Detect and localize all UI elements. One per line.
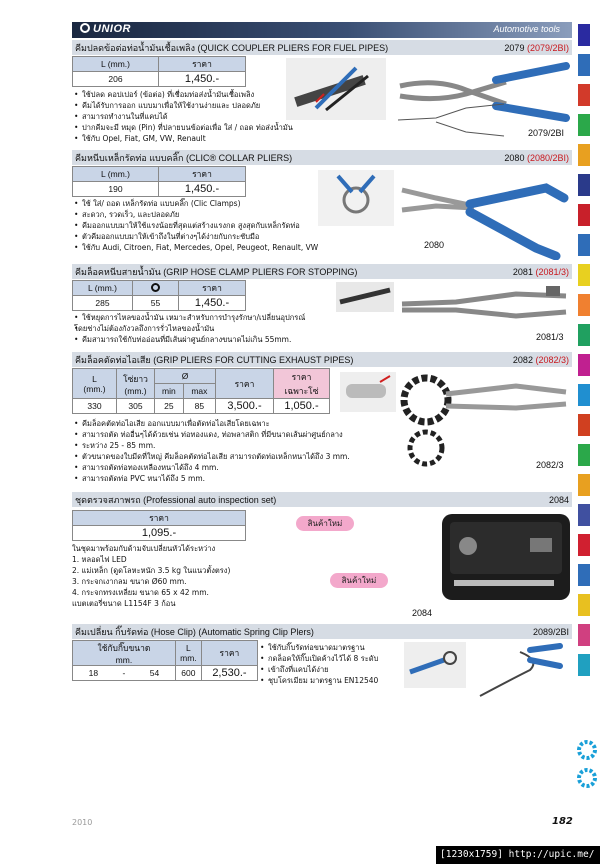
chapter-tab[interactable] [578, 474, 590, 496]
spare-price-label-2: เฉพาะโซ่ [284, 385, 319, 396]
kit-line: 1. หลอดไฟ LED [72, 555, 127, 564]
pliers-2081-image [396, 282, 572, 332]
square-mirror [530, 538, 552, 552]
chapter-tab[interactable] [578, 414, 590, 436]
product-2082 [72, 352, 572, 367]
col-header: L (mm.) [73, 167, 159, 182]
kit-line: แบตเตอรี่ขนาด L1154F 3 ก้อน [72, 599, 176, 608]
feature-item: • ตัวขนาดของใบมีดที่ใหญ่ คีมล็อคตัดท่อไอเสีย สามารถตัดท่อเหล็กหนาได้ถึง 3 mm. [74, 451, 350, 462]
feature-item: • ใช้ปลด คอปเปอร์ (ข้อต่อ) ที่เชื่อมท่อส่งน้ำมันเชื้อเพลิง [74, 89, 293, 100]
usage-photo [286, 58, 386, 120]
feature-item: • คีมออกแบบมาให้ใช้แรงน้อยที่สุดแต่สร้างแรงกด สูงสุดกับเหล็กรัดท่อ [74, 220, 318, 231]
length-label: L [186, 643, 191, 653]
chapter-tab[interactable] [578, 84, 590, 106]
chain-price-value: 1,050.- [274, 399, 330, 414]
body-upper [446, 386, 566, 394]
handle-blue [496, 66, 566, 80]
product-title-bar [72, 150, 572, 165]
length-label: L [92, 373, 97, 384]
capacity-header [133, 281, 179, 296]
clip-size-unit: mm. [115, 655, 133, 665]
feature-item: • สามารถทำงานในที่แคบได้ [74, 111, 293, 122]
min-value: 25 [155, 399, 184, 414]
feature-item: • ใช้กับ Audi, Citroen, Fiat, Mercedes, Opel, Peugeot, Renault, VW [74, 242, 318, 253]
length-value: 330 [73, 399, 117, 414]
jaw-lower [402, 206, 474, 210]
usage-photo [318, 170, 394, 226]
brand-name: UNIOR [93, 23, 131, 35]
usage-photo [340, 372, 396, 412]
clip-size-label: ใช้กับกิ๊บขนาด [97, 643, 151, 653]
handle-blue-2 [496, 106, 566, 118]
col-header: ราคา [179, 281, 246, 296]
chapter-tab[interactable] [578, 534, 590, 556]
code-number: 2079 [504, 42, 525, 53]
max-value: 85 [183, 399, 215, 414]
col-header-max: max [183, 384, 215, 399]
col-header-length [73, 369, 117, 399]
product-code [513, 355, 569, 365]
usage-photo [336, 282, 394, 312]
chapter-tab[interactable] [578, 444, 590, 466]
chapter-tab[interactable] [578, 174, 590, 196]
new-product-badge: สินค้าใหม่ [296, 516, 354, 531]
product-title-bar [72, 352, 572, 367]
spare-price-label: ราคา [291, 371, 312, 382]
chapter-tab[interactable] [578, 384, 590, 406]
gear-ring-2 [579, 770, 595, 786]
body-upper [402, 294, 566, 304]
length-value: 206 [73, 72, 159, 87]
feature-list [74, 418, 350, 484]
chapter-tab[interactable] [578, 294, 590, 316]
product-title-bar [72, 264, 572, 279]
handle-tool [454, 580, 554, 586]
col-header-chain [117, 369, 155, 399]
col-header: ราคา [73, 511, 246, 526]
adjust-screw [546, 286, 560, 296]
product-2080 [72, 150, 572, 165]
length-unit: (mm.) [83, 383, 106, 394]
product-title: ชุดตรวจสภาพรถ (Professional auto inspection set) [75, 494, 277, 505]
chapter-tab[interactable] [578, 324, 590, 346]
gear-ring [579, 742, 595, 758]
handle-blue-2 [470, 212, 556, 256]
chapter-tab[interactable] [578, 24, 590, 46]
feature-item: • สะดวก, รวดเร็ว, และปลอดภัย [74, 209, 318, 220]
product-code [504, 153, 569, 163]
feature-item: • ระหว่าง 25 - 85 mm. [74, 440, 350, 451]
feature-item: • คีมสามารถใช้กับท่ออ่อนที่มีเส้นผ่าศูนย์กลางขนาดไม่เกิน 55mm. [74, 334, 305, 345]
product-title-bar [72, 624, 572, 639]
product-title: คีมล็อคหนีบสายน้ำมัน (GRIP HOSE CLAMP PLIERS FOR STOPPING) [75, 266, 358, 277]
body-lower [446, 404, 566, 408]
code-variant: (2080/2BI) [526, 152, 569, 163]
pliers-2089-image [470, 640, 572, 702]
feature-item: • ใช้กับกิ๊บรัดท่อขนาดมาตรฐาน [260, 642, 378, 653]
chain-label: โซ่ยาว [123, 373, 148, 384]
image-caption: 2081/3 [536, 332, 564, 342]
min-clip-value: 18 [73, 666, 114, 681]
feature-item: • คีมได้รับการออก แบบมาเพื่อให้ใช้งานง่ายและ ปลอดภัย [74, 100, 293, 111]
jaw-upper [402, 190, 474, 206]
image-caption: 2080 [424, 240, 445, 250]
feature-item: • กดล็อคให้กิ๊บเปิดค้างไว้ได้ 8 ระดับ [260, 653, 378, 664]
inspection-set-image [440, 510, 572, 604]
chapter-tabs [578, 24, 590, 684]
chapter-tab[interactable] [578, 654, 590, 676]
product-title: คีมหนีบเหล็กรัดท่อ แบบคลิ๊ก (CLIC® COLLAR PLIERS) [75, 152, 293, 163]
product-2079 [72, 40, 572, 55]
feature-item: • ใช้หยุดการไหลของน้ำมัน เหมาะสำหรับการบำรุงรักษา/เปลี่ยนอุปกรณ์ [74, 312, 305, 323]
col-header-price: ราคา [216, 369, 274, 399]
length-value: 190 [73, 182, 159, 197]
kit-contents [72, 543, 230, 609]
kit-line: 4. กระจกทรงเหลี่ยม ขนาด 65 x 42 mm. [72, 588, 209, 597]
usage-photo [404, 642, 466, 688]
image-caption: 2084 [412, 608, 433, 618]
gear-icon [576, 738, 598, 796]
price-value: 3,500.- [216, 399, 274, 414]
spec-table [72, 56, 246, 87]
feature-item: • สามารถตัด ท่ออื่นๆได้ด้วยเช่น ท่อทองแดง, ท่อพลาสติก ที่มีขนาดเส้นผ่าศูนย์กลาง [74, 429, 350, 440]
chapter-tab[interactable] [578, 564, 590, 586]
chapter-tab[interactable] [578, 264, 590, 286]
price-value: 1,450.- [159, 72, 246, 87]
feature-item: • โดยช่างไม่ต้องกังวลถึงการรั่วไหลของน้ำมัน [74, 323, 305, 334]
image-caption: 2082/3 [536, 460, 564, 470]
code-variant: (2081/3) [535, 266, 569, 277]
feature-item: • ใช้กับ Opel, Fiat, GM, VW, Renault [74, 133, 293, 144]
ring-icon [151, 283, 160, 292]
pliers-2082-image [396, 370, 572, 470]
code-variant: (2079/2BI) [526, 42, 569, 53]
spare-chain [410, 432, 442, 464]
spec-table [72, 640, 258, 681]
max-clip-value: 54 [134, 666, 175, 681]
product-code [513, 267, 569, 277]
product-title-bar [72, 40, 572, 55]
body-lower [402, 310, 566, 316]
feature-item: • คีมล็อคตัดท่อไอเสีย ออกแบบมาเพื่อตัดท่อไอเสียโดยเฉพาะ [74, 418, 350, 429]
footer-year: 2010 [72, 818, 93, 827]
chapter-tab[interactable] [578, 354, 590, 376]
product-2081 [72, 264, 572, 279]
col-header: ราคา [159, 57, 246, 72]
feature-item: • สามารถตัดท่อทองเหลืองหนาได้ถึง 4 mm. [74, 462, 350, 473]
pliers-2080-image [396, 168, 572, 260]
feature-item: • ปากคีมจะมี หมุด (Pin) ที่ปลายบนข้อต่อเพื่อ ใส่ / ถอด ท่อส่งน้ำมัน [74, 122, 293, 133]
chapter-tab[interactable] [578, 204, 590, 226]
feature-item: • เข้าถึงที่แคบได้ง่าย [260, 664, 378, 675]
col-header-diameter: Ø [155, 369, 216, 384]
spec-table [72, 280, 246, 311]
price-value: 1,450.- [159, 182, 246, 197]
cutting-chain [404, 378, 448, 422]
code-number: 2082 [512, 354, 533, 365]
handle-blue [530, 646, 560, 666]
kit-line: ในชุดมาพร้อมกับด้ามจับเปลี่ยนหัวได้ระหว่าง [72, 544, 216, 553]
col-header-price: ราคา [201, 641, 257, 666]
outline [398, 104, 504, 136]
product-title: คีมปลดข้อต่อท่อน้ำมันเชื้อเพลิง (QUICK COUPLER PLIERS FOR FUEL PIPES) [75, 42, 389, 53]
chain-value: 305 [117, 399, 155, 414]
feature-list [74, 198, 318, 253]
chapter-tab[interactable] [578, 504, 590, 526]
spec-table [72, 166, 246, 197]
range-dash: - [114, 666, 134, 681]
product-title: คีมเปลี่ยน กิ๊บรัดท่อ (Hose Clip) (Automatic Spring Clip Plers) [75, 626, 314, 637]
brand-logo [80, 23, 131, 35]
chapter-tab[interactable] [578, 54, 590, 76]
col-header-chain-price [274, 369, 330, 399]
product-2084 [72, 492, 572, 507]
code-number: 2080 [504, 152, 525, 163]
price-value: 2,530.- [201, 666, 257, 681]
feature-item: • ชุบโครเมียม มาตรฐาน EN12540 [260, 675, 378, 686]
col-header: L (mm.) [73, 281, 133, 296]
feature-item: • ตัวคีมออกแบบมาให้เข้าถึงในที่ต่างๆได้ง่ายกับกระชับมือ [74, 231, 318, 242]
product-title-bar [72, 492, 572, 507]
product-2089 [72, 624, 572, 639]
product-title: คีมล็อคตัดท่อไอเสีย (GRIP PLIERS FOR CUTTING EXHAUST PIPES) [75, 354, 354, 365]
feature-list [74, 312, 305, 345]
feature-list [260, 642, 378, 686]
product-code [504, 43, 569, 53]
product-code: 2084 [548, 494, 569, 505]
price-value: 1,095.- [73, 526, 246, 541]
feature-item: • ใช้ ใส่/ ถอด เหล็กรัดท่อ แบบคลิ๊ก (Clic Clamps) [74, 198, 318, 209]
kit-line: 2. แม่เหล็ก (ดูดโลหะหนัก 3.5 kg ในแนวตั้งตรง) [72, 566, 231, 575]
chapter-tab[interactable] [578, 144, 590, 166]
code-variant: (2082/3) [535, 354, 569, 365]
brand-logo-icon [80, 23, 90, 33]
chapter-tab[interactable] [578, 114, 590, 136]
exhaust-pipe [346, 384, 386, 398]
chapter-tab[interactable] [578, 624, 590, 646]
spec-table [72, 510, 246, 541]
col-header: ราคา [159, 167, 246, 182]
photo-bg [318, 170, 394, 226]
col-header: L (mm.) [73, 57, 159, 72]
section-label: Automotive tools [493, 24, 560, 34]
capacity-value: 55 [133, 296, 179, 311]
round-mirror [459, 537, 477, 555]
flex-cable [480, 652, 533, 696]
line-drawing-2079 [396, 100, 506, 140]
image-host-url[interactable]: [1230x1759] http://upic.me/ [436, 846, 600, 864]
col-header-clip-size [73, 641, 176, 666]
product-code: 2089/2BI [532, 626, 569, 637]
spec-table [72, 368, 330, 414]
chapter-tab[interactable] [578, 594, 590, 616]
feature-list [74, 89, 293, 144]
kit-line: 3. กระจกเงากลม ขนาด Ø60 mm. [72, 577, 187, 586]
handle-blue [470, 188, 564, 204]
page-number: 182 [552, 816, 573, 827]
col-header-min: min [155, 384, 184, 399]
feature-item: • สามารถตัดท่อ PVC หนาได้ถึง 5 mm. [74, 473, 350, 484]
chain-unit: (mm.) [124, 385, 147, 396]
chapter-tab[interactable] [578, 234, 590, 256]
header-bar [72, 22, 572, 38]
length-value: 600 [175, 666, 201, 681]
length-unit: mm. [180, 653, 197, 663]
image-caption: 2079/2BI [528, 128, 565, 138]
code-number: 2081 [512, 266, 533, 277]
length-value: 285 [73, 296, 133, 311]
col-header-length [175, 641, 201, 666]
price-value: 1,450.- [179, 296, 246, 311]
new-product-badge: สินค้าใหม่ [330, 573, 388, 588]
